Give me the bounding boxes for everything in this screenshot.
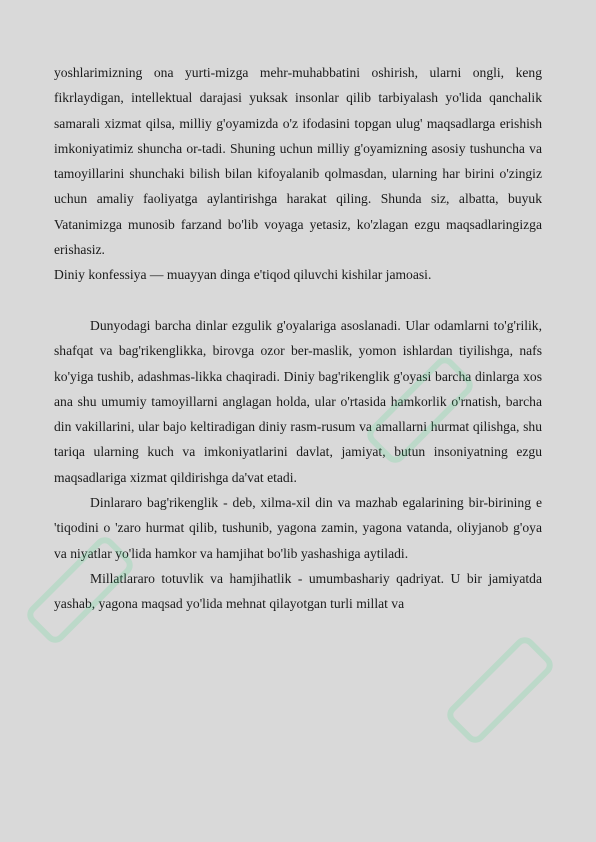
paragraph-religions: Dunyodagi barcha dinlar ezgulik g'oyalariga asoslanadi. Ular odamlarni to'g'rilik, shafqat va bag'rikenglikka, birovga ozor ber-maslik, yomon ishlardan tiyilishga, nafs ko'yiga tushib, adashmas-likka chaqiradi. Diniy bag'rikenglik g'oyasi barcha dinlarga xos ana shu umumiy tamoyillarni anglagan holda, ular o'rtasida hamkorlik o'rnatish, barcha din vakillarini, ular bajo keltiradigan diniy rasm-rusum va amallarni hurmat qilishga, shu tariqa ularning kuch va imkoniyatlarini davlat, jamiyat, butun insoniyatning ezgu maqsadlariga xizmat qildirishga da'vat etadi.: [54, 317, 542, 485]
paragraph-interfaith: Dinlararo bag'rikenglik - deb, xilma-xil din va mazhab egalarining bir-birining e 'tiqodini o 'zaro hurmat qilib, tushunib, yagona zamin, yagona vatanda, oliyjanob g'oya va niyatlar yo'lida hamkor va hamjihat bo'lib yashashiga aytiladi.: [54, 495, 542, 561]
paragraph-interethnic: Millatlararo totuvlik va hamjihatlik - umumbashariy qadriyat. U bir jamiyatda yashab, yagona maqsad yo'lida mehnat qilayotgan turli millat va: [54, 570, 542, 612]
paragraph-intro: yoshlarimizning ona yurti-mizga mehr-muhabbatini oshirish, ularni ongli, keng fikrlaydigan, intellektual darajasi yuksak insonlar qilib tarbiyalash yo'lida qanchalik samarali xizmat qilsa, milliy g'oyamizda o'z ifodasini topgan ulug' maqsadlarga erishish imkoniyatimiz shuncha or-tadi. Shuning uchun milliy g'oyamizning asosiy tushuncha va tamoyillarini shunchaki bilish bilan kifoyalanib qolmasdan, ularning har birini o'zingiz uchun amaliy faoliyatga aylantirishga harakat qiling. Shunda siz, albatta, buyuk Vatanimizga munosib farzand bo'lib voyaga yetasiz, ko'zlagan ezgu maqsadlaringizga erishasiz.: [54, 65, 542, 258]
watermark-logo: [436, 626, 563, 753]
definition-line: Diniy konfessiya — muayyan dinga e'tiqod qiluvchi kishilar jamoasi.: [54, 267, 432, 283]
body-text: [54, 60, 542, 617]
paragraph-gap: [54, 288, 542, 313]
